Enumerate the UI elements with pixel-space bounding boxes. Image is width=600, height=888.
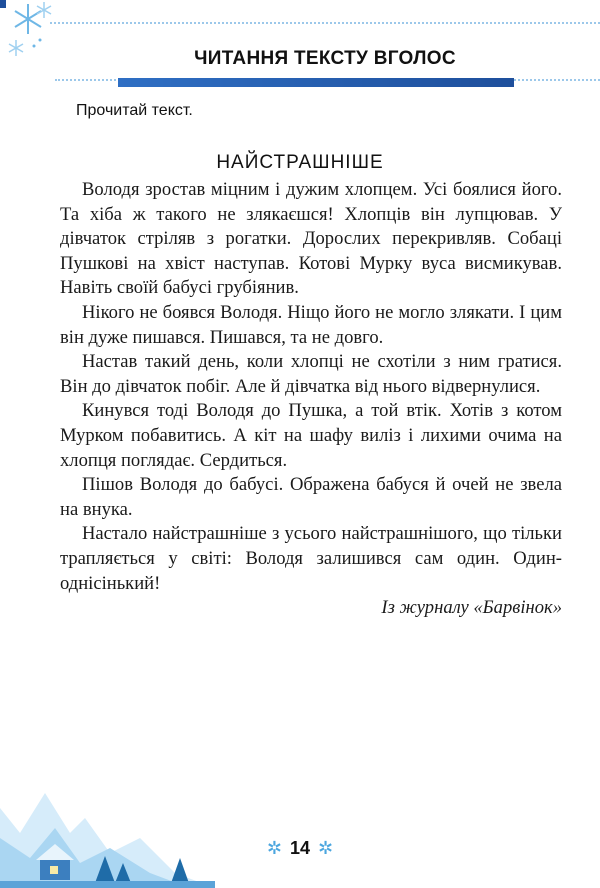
- story-body: [60, 178, 562, 621]
- story-paragraph: Пішов Володя до бабусі. Ображена бабуся й очей не звела на внука.: [60, 474, 562, 520]
- snowflake-icon: [15, 4, 41, 34]
- story-paragraph: Настав такий день, коли хлопці не схотіли з ним гратися. Він до дівчаток побіг. Але й дівчатка від нього відвернулися.: [60, 351, 562, 397]
- story-paragraph: Нікого не боявся Володя. Ніщо його не могло злякати. І цим він дуже пишався. Пишався, та не довго.: [60, 301, 562, 348]
- story-paragraph: Кинувся тоді Володя до Пушка, а той втік. Хотів з котом Мурком побавитись. А кіт на шафу виліз і лихими очима на хлопця поглядає. Сердиться.: [60, 400, 562, 471]
- story-paragraph: Володя зростав міцним і дужим хлопцем. Усі боялися його. Та хіба ж такого не злякаєшся! Хлопців він лупцював. У дівчаток стріляв з рогатки. Дорослих перекривляв. Собаці Пушкові на хвіст наступав. Котові Мурку вуса висмикував. Навіть своїй бабусі грубіянив.: [60, 179, 562, 299]
- snowflake-icon: ✲: [266, 838, 282, 858]
- section-title: ЧИТАННЯ ТЕКСТУ ВГОЛОС: [194, 48, 456, 69]
- page-number: 14: [289, 838, 311, 858]
- snowflake-icon: ✲: [318, 838, 334, 858]
- story-paragraph: Настало найстрашніше з усього найстрашнішого, що тільки трапляється у світі: Володя залишився сам один. Один-однісінький!: [60, 523, 562, 594]
- reading-instruction: Прочитай текст.: [76, 102, 193, 119]
- winter-landscape-icon: [0, 778, 215, 888]
- section-title-underline: [118, 78, 514, 87]
- page-footer: [0, 838, 600, 859]
- dotted-divider-top: [50, 22, 600, 24]
- story-source: Із журналу «Барвінок»: [381, 597, 562, 619]
- corner-snowflake-decoration: [0, 0, 80, 70]
- story-title: НАЙСТРАШНІШЕ: [216, 152, 384, 173]
